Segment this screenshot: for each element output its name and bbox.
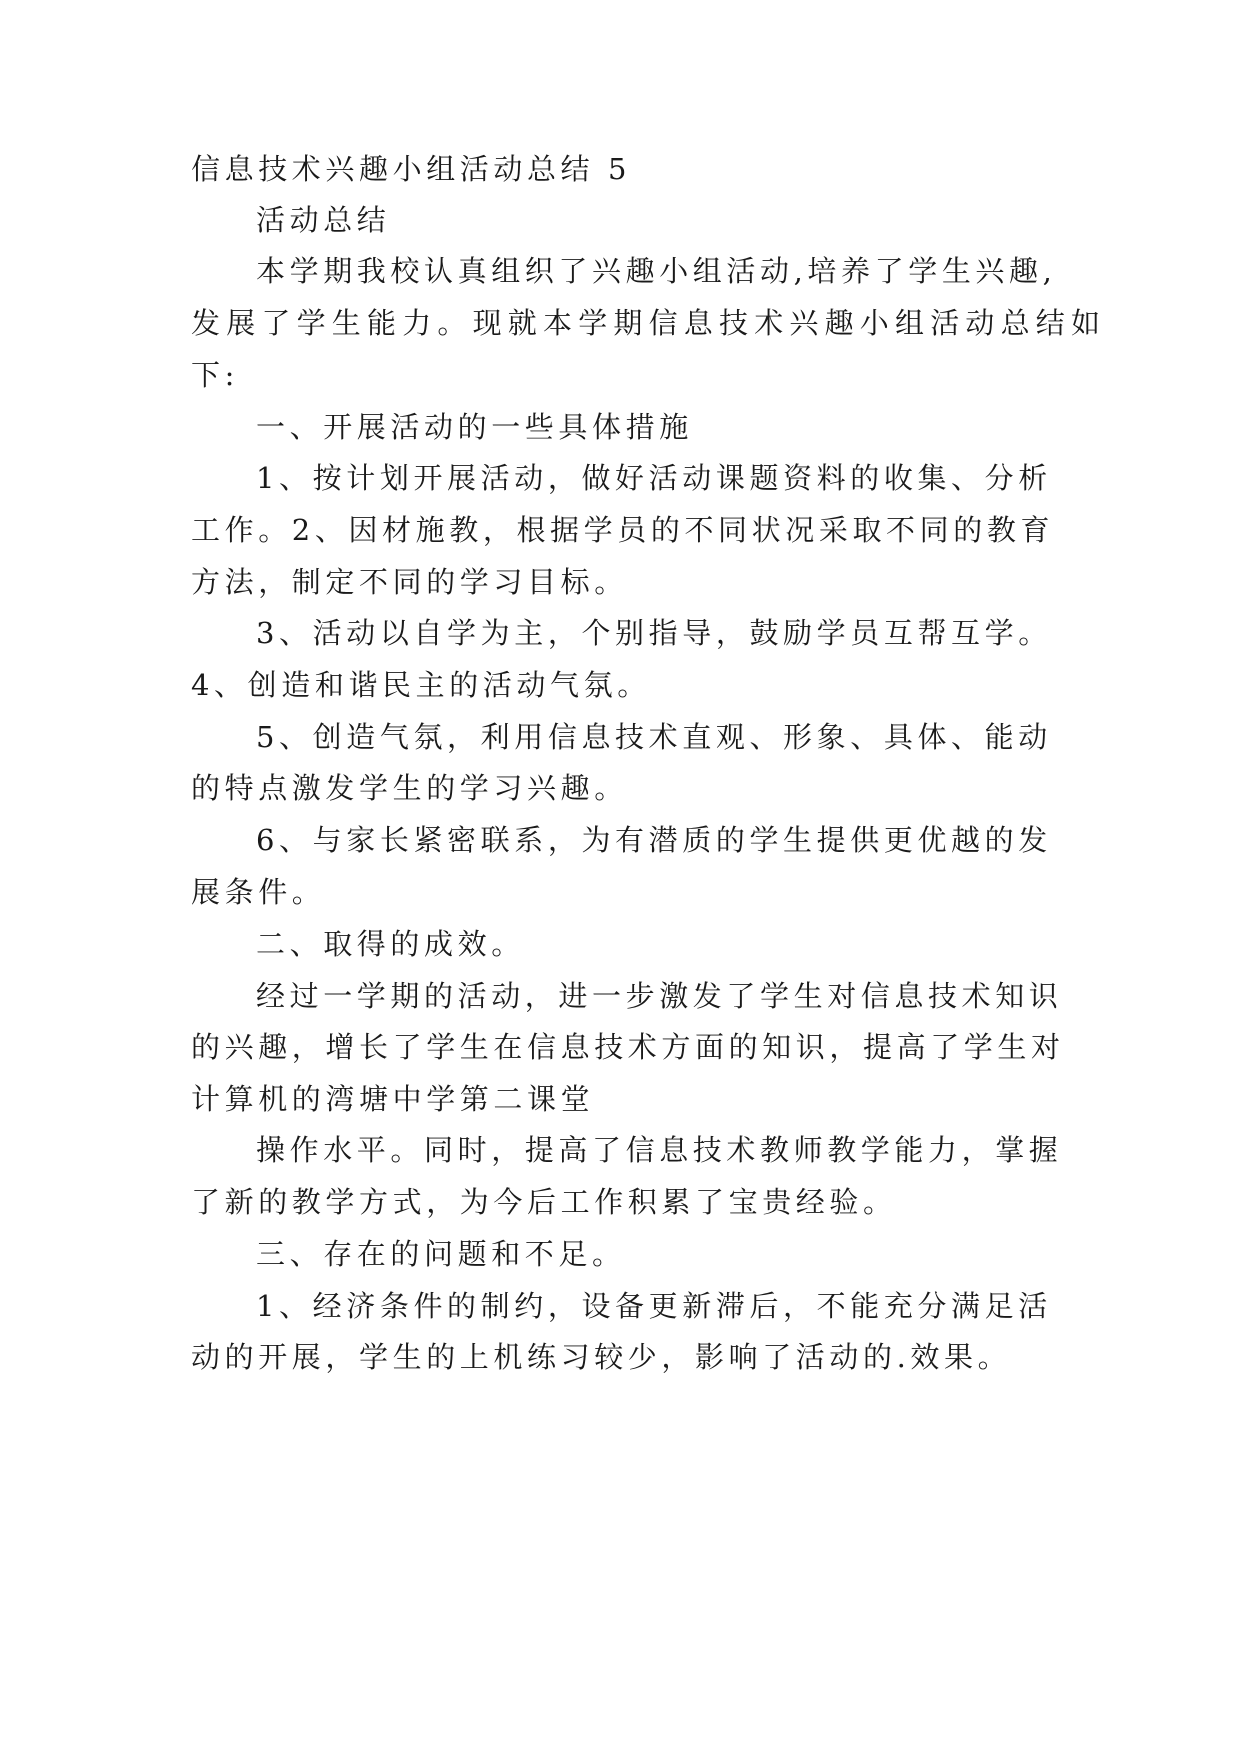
section-heading: 一、开展活动的一些具体措施 [256, 410, 693, 444]
paragraph-line: 本学期我校认真组织了兴趣小组活动,培养了学生兴趣, [256, 254, 1057, 288]
paragraph-line: 1、按计划开展活动，做好活动课题资料的收集、分析 [256, 461, 1052, 495]
paragraph-line: 下: [191, 358, 239, 392]
paragraph-line: 5、创造气氛，利用信息技术直观、形象、具体、能动 [256, 720, 1052, 754]
paragraph-line: 展条件。 [191, 875, 326, 909]
section-heading: 二、取得的成效。 [256, 927, 525, 961]
paragraph-line: 3、活动以自学为主，个别指导，鼓励学员互帮互学。 [256, 616, 1052, 650]
paragraph-line: 的兴趣，增长了学生在信息技术方面的知识，提高了学生对 [191, 1030, 1065, 1064]
paragraph-line: 动的开展，学生的上机练习较少，影响了活动的.效果。 [191, 1340, 1012, 1374]
paragraph-line: 1、经济条件的制约，设备更新滞后，不能充分满足活 [256, 1289, 1052, 1323]
paragraph-line: 计算机的湾塘中学第二课堂 [191, 1082, 595, 1116]
paragraph-line: 方法，制定不同的学习目标。 [191, 565, 628, 599]
document-title: 信息技术兴趣小组活动总结 5 [191, 152, 632, 186]
section-subtitle: 活动总结 [256, 203, 391, 237]
paragraph-line: 了新的教学方式，为今后工作积累了宝贵经验。 [191, 1185, 897, 1219]
section-heading: 三、存在的问题和不足。 [256, 1237, 626, 1271]
paragraph-line: 操作水平。同时，提高了信息技术教师教学能力，掌握 [256, 1133, 1063, 1167]
paragraph-line: 发展了学生能力。现就本学期信息技术兴趣小组活动总结如 [191, 306, 1107, 340]
paragraph-line: 6、与家长紧密联系，为有潜质的学生提供更优越的发 [256, 823, 1052, 857]
paragraph-line: 的特点激发学生的学习兴趣。 [191, 771, 628, 805]
paragraph-line: 工作。2、因材施教，根据学员的不同状况采取不同的教育 [191, 513, 1055, 547]
paragraph-line: 经过一学期的活动，进一步激发了学生对信息技术知识 [256, 979, 1063, 1013]
paragraph-line: 4、创造和谐民主的活动气氛。 [191, 668, 651, 702]
